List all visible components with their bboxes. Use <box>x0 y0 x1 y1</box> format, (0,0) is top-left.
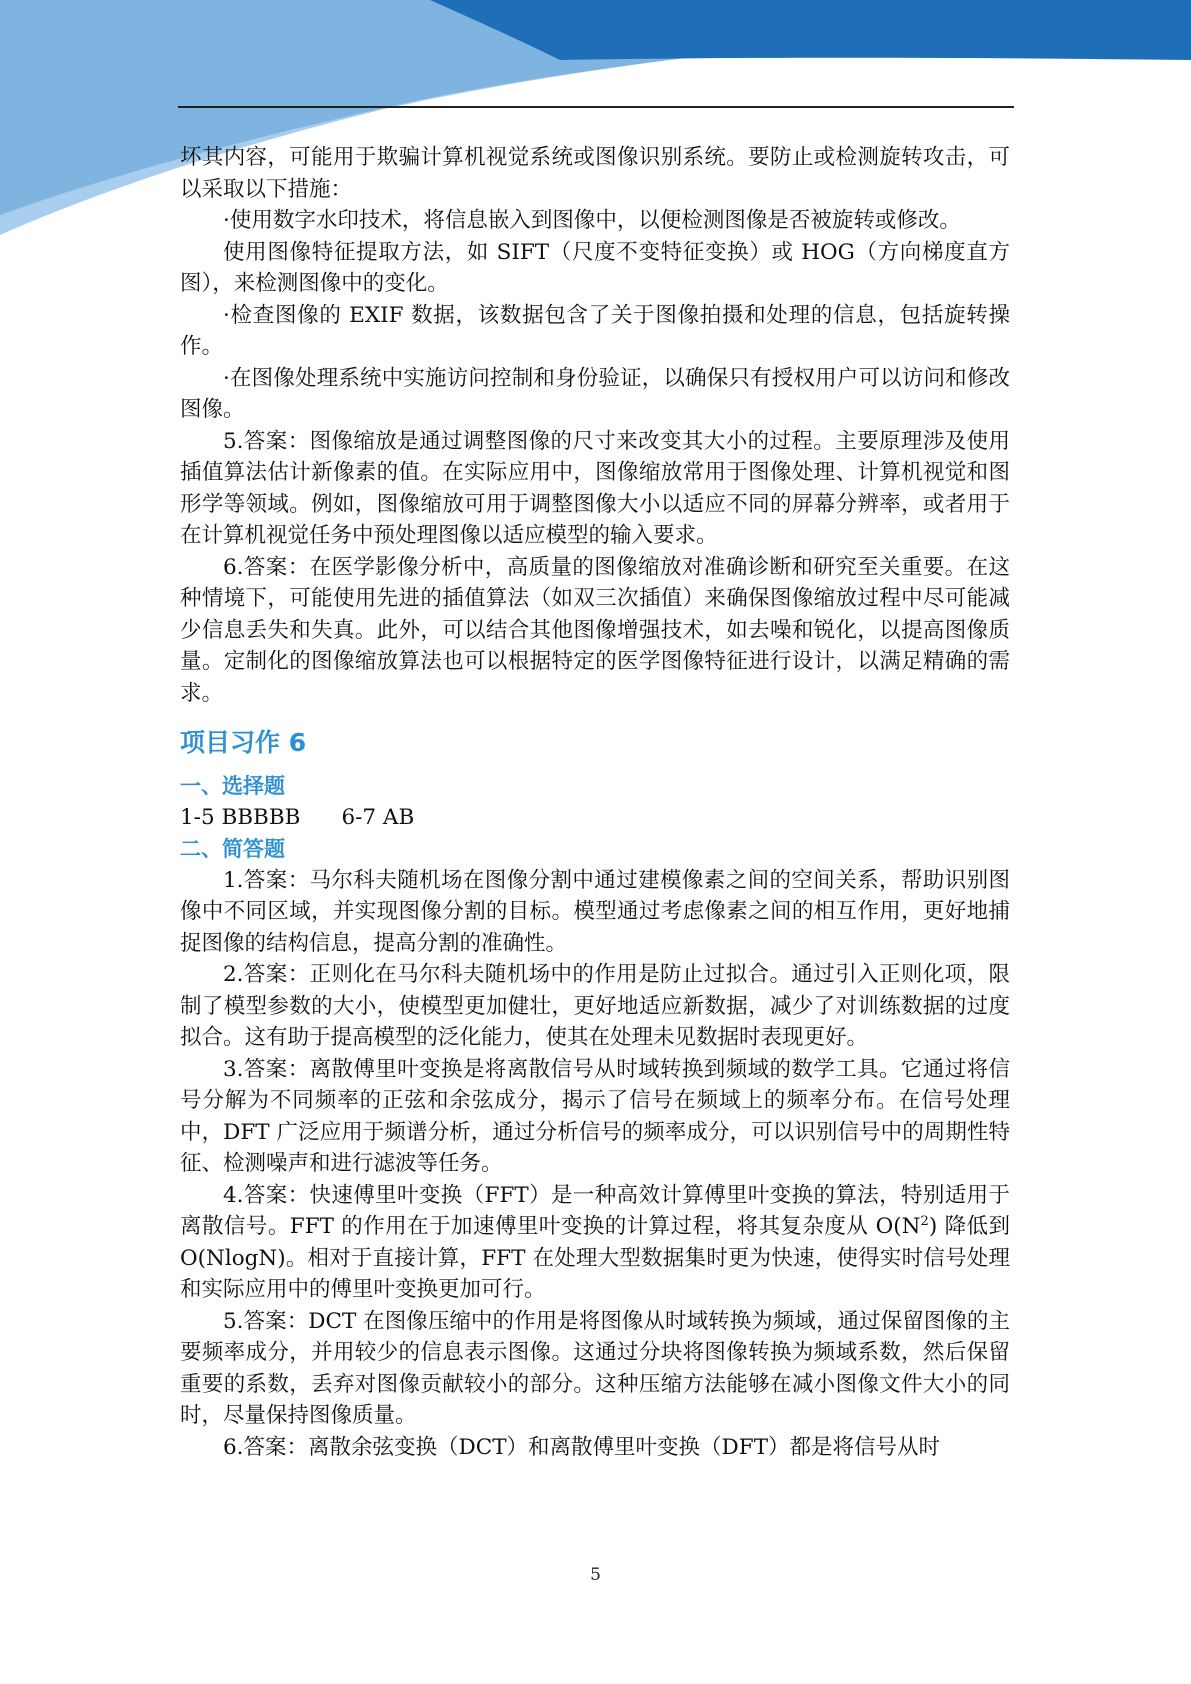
header-wave-dark <box>430 0 1191 60</box>
superscript: 2 <box>920 1213 929 1229</box>
paragraph-with-superscript <box>180 1180 1010 1306</box>
paragraph: ·使用数字水印技术，将信息嵌入到图像中，以便检测图像是否被旋转或修改。 <box>223 208 961 233</box>
paragraph: 5.答案：DCT 在图像压缩中的作用是将图像从时域转换为频域，通过保留图像的主要频率成分，并用较少的信息表示图像。这通过分块将图像转换为频域系数，然后保留重要的系数，丢弃对图像贡献较小的部分。这种压缩方法能够在减小图像文件大小的同时，尽量保持图像质量。 <box>180 1308 1010 1428</box>
paragraph: ·检查图像的 EXIF 数据，该数据包含了关于图像拍摄和处理的信息，包括旋转操作。 <box>180 302 1010 359</box>
paragraph: 6.答案：在医学影像分析中，高质量的图像缩放对准确诊断和研究至关重要。在这种情境下，可能使用先进的插值算法（如双三次插值）来确保图像缩放过程中尽可能减少信息丢失和失真。此外，可以结合其他图像增强技术，如去噪和锐化，以提高图像质量。定制化的图像缩放算法也可以根据特定的医学图像特征进行设计，以满足精确的需求。 <box>180 554 1010 706</box>
paragraph: 3.答案：离散傅里叶变换是将离散信号从时域转换到频域的数学工具。它通过将信号分解为不同频率的正弦和余弦成分，揭示了信号在频域上的频率分布。在信号处理中，DFT 广泛应用于频谱分析，通过分析信号的频率成分，可以识别信号中的周期性特征、检测噪声和进行滤波等任务。 <box>180 1056 1010 1176</box>
page-content <box>180 142 1010 1463</box>
choice-answers: 1-5 BBBBB 6-7 AB <box>180 805 415 830</box>
subsection-title-choice: 一、选择题 <box>180 774 285 798</box>
paragraph: 6.答案：离散余弦变换（DCT）和离散傅里叶变换（DFT）都是将信号从时 <box>223 1434 941 1460</box>
paragraph-text-part: ) 降低到 O(NlogN)。相对于直接计算，FFT 在处理大型数据集时更为快速，使得实时信号处理和实际应用中的傅里叶变换更加可行。 <box>180 1214 1010 1302</box>
subsection-title-short-answer: 二、简答题 <box>180 836 285 861</box>
section-title: 项目习作 6 <box>180 728 307 757</box>
paragraph: 坏其内容，可能用于欺骗计算机视觉系统或图像识别系统。要防止或检测旋转攻击，可以采取以下措施： <box>180 145 1010 202</box>
header-rule <box>178 106 1014 108</box>
paragraph: 1.答案：马尔科夫随机场在图像分割中通过建模像素之间的空间关系，帮助识别图像中不同区域，并实现图像分割的目标。模型通过考虑像素之间的相互作用，更好地捕捉图像的结构信息，提高分割的准确性。 <box>180 867 1010 956</box>
paragraph: 使用图像特征提取方法，如 SIFT（尺度不变特征变换）或 HOG（方向梯度直方图），来检测图像中的变化。 <box>180 239 1010 296</box>
paragraph: ·在图像处理系统中实施访问控制和身份验证，以确保只有授权用户可以访问和修改图像。 <box>180 365 1010 422</box>
paragraph: 2.答案：正则化在马尔科夫随机场中的作用是防止过拟合。通过引入正则化项，限制了模型参数的大小，使模型更加健壮，更好地适应新数据，减少了对训练数据的过度拟合。这有助于提高模型的泛化能力，使其在处理未见数据时表现更好。 <box>180 962 1010 1050</box>
page-number: 5 <box>590 1565 601 1585</box>
paragraph: 5.答案：图像缩放是通过调整图像的尺寸来改变其大小的过程。主要原理涉及使用插值算法估计新像素的值。在实际应用中，图像缩放常用于图像处理、计算机视觉和图形学等领域。例如，图像缩放可用于调整图像大小以适应不同的屏幕分辨率，或者用于在计算机视觉任务中预处理图像以适应模型的输入要求。 <box>180 428 1010 548</box>
paragraph-text-part: 4.答案：快速傅里叶变换（FFT）是一种高效计算傅里叶变换的算法，特别适用于离散信号。FFT 的作用在于加速傅里叶变换的计算过程，将其复杂度从 O(N <box>180 1182 1010 1239</box>
